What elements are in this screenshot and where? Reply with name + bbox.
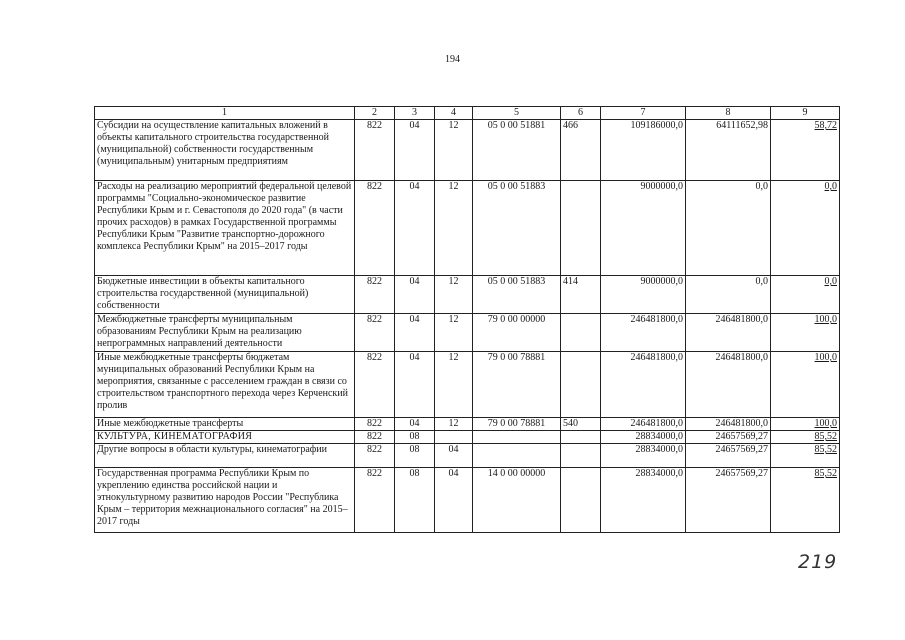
section-code: 04 xyxy=(395,314,435,352)
planned-amount: 246481800,0 xyxy=(601,314,686,352)
section-code: 04 xyxy=(395,181,435,276)
subsection-code: 04 xyxy=(435,468,473,533)
planned-amount: 28834000,0 xyxy=(601,468,686,533)
expense-type-code: 414 xyxy=(561,276,601,314)
admin-code: 822 xyxy=(355,276,395,314)
expense-type-code xyxy=(561,314,601,352)
row-description: Расходы на реализацию мероприятий федеральной целевой программы "Социально-экономическое развитие Республики Крым и г. Севастополя до 2020 года" (в части прочих расходов) в рамках Государственной программы Республики Крым "Развитие транспортно-дорожного комплекса Республики Крым" на 2015–2017 годы xyxy=(95,181,355,276)
row-description: Иные межбюджетные трансферты xyxy=(95,418,355,431)
column-header: 4 xyxy=(435,107,473,120)
row-description: Субсидии на осуществление капитальных вложений в объекты капитального строительства государственной (муниципальной) собственности государственным (муниципальным) унитарным предприятиям xyxy=(95,120,355,181)
subsection-code: 04 xyxy=(435,444,473,468)
table-row xyxy=(95,120,840,181)
table-row xyxy=(95,181,840,276)
executed-amount: 0,0 xyxy=(686,181,771,276)
executed-amount: 246481800,0 xyxy=(686,352,771,418)
column-header: 1 xyxy=(95,107,355,120)
table-row xyxy=(95,418,840,431)
planned-amount: 28834000,0 xyxy=(601,444,686,468)
subsection-code: 12 xyxy=(435,276,473,314)
planned-amount: 9000000,0 xyxy=(601,276,686,314)
admin-code: 822 xyxy=(355,352,395,418)
budget-table xyxy=(94,106,840,533)
handwritten-page-number: 219 xyxy=(798,551,838,573)
expense-type-code xyxy=(561,444,601,468)
execution-percent: 85,52 xyxy=(771,468,840,533)
admin-code: 822 xyxy=(355,120,395,181)
subsection-code xyxy=(435,431,473,444)
admin-code: 822 xyxy=(355,181,395,276)
expense-type-code xyxy=(561,352,601,418)
target-item-code: 79 0 00 78881 xyxy=(473,352,561,418)
subsection-code: 12 xyxy=(435,314,473,352)
column-header: 8 xyxy=(686,107,771,120)
row-description: КУЛЬТУРА, КИНЕМАТОГРАФИЯ xyxy=(95,431,355,444)
target-item-code: 79 0 00 78881 xyxy=(473,418,561,431)
column-header: 6 xyxy=(561,107,601,120)
table-row xyxy=(95,352,840,418)
row-description: Другие вопросы в области культуры, кинематографии xyxy=(95,444,355,468)
target-item-code: 05 0 00 51883 xyxy=(473,276,561,314)
section-code: 04 xyxy=(395,418,435,431)
expense-type-code xyxy=(561,468,601,533)
row-description: Бюджетные инвестиции в объекты капитального строительства государственной (муниципальной) собственности xyxy=(95,276,355,314)
page-number: 194 xyxy=(445,54,460,65)
executed-amount: 246481800,0 xyxy=(686,314,771,352)
executed-amount: 0,0 xyxy=(686,276,771,314)
subsection-code: 12 xyxy=(435,418,473,431)
admin-code: 822 xyxy=(355,444,395,468)
expense-type-code: 466 xyxy=(561,120,601,181)
execution-percent: 85,52 xyxy=(771,431,840,444)
planned-amount: 246481800,0 xyxy=(601,418,686,431)
expense-type-code xyxy=(561,431,601,444)
subsection-code: 12 xyxy=(435,352,473,418)
executed-amount: 24657569,27 xyxy=(686,444,771,468)
section-code: 08 xyxy=(395,444,435,468)
admin-code: 822 xyxy=(355,314,395,352)
execution-percent: 58,72 xyxy=(771,120,840,181)
row-description: Государственная программа Республики Крым по укреплению единства российской нации и этнокультурному развитию народов России "Республика Крым – территория межнационального согласия" на 2015–2017 годы xyxy=(95,468,355,533)
table-row xyxy=(95,276,840,314)
execution-percent: 85,52 xyxy=(771,444,840,468)
target-item-code xyxy=(473,444,561,468)
expense-type-code: 540 xyxy=(561,418,601,431)
row-description: Межбюджетные трансферты муниципальным образованиям Республики Крым на реализацию непрограммных направлений деятельности xyxy=(95,314,355,352)
admin-code: 822 xyxy=(355,468,395,533)
table-row xyxy=(95,444,840,468)
subsection-code: 12 xyxy=(435,120,473,181)
section-code: 08 xyxy=(395,431,435,444)
target-item-code xyxy=(473,431,561,444)
table-header-row xyxy=(95,107,840,120)
table-row xyxy=(95,431,840,444)
execution-percent: 100,0 xyxy=(771,314,840,352)
executed-amount: 246481800,0 xyxy=(686,418,771,431)
target-item-code: 79 0 00 00000 xyxy=(473,314,561,352)
column-header: 5 xyxy=(473,107,561,120)
planned-amount: 28834000,0 xyxy=(601,431,686,444)
executed-amount: 64111652,98 xyxy=(686,120,771,181)
row-description: Иные межбюджетные трансферты бюджетам муниципальных образований Республики Крым на мероприятия, связанные с расселением граждан в связи со строительством транспортного перехода через Керченский пролив xyxy=(95,352,355,418)
section-code: 04 xyxy=(395,120,435,181)
execution-percent: 0,0 xyxy=(771,276,840,314)
column-header: 3 xyxy=(395,107,435,120)
target-item-code: 05 0 00 51881 xyxy=(473,120,561,181)
table-row xyxy=(95,314,840,352)
admin-code: 822 xyxy=(355,431,395,444)
column-header: 2 xyxy=(355,107,395,120)
table-row xyxy=(95,468,840,533)
executed-amount: 24657569,27 xyxy=(686,468,771,533)
expense-type-code xyxy=(561,181,601,276)
planned-amount: 9000000,0 xyxy=(601,181,686,276)
column-header: 9 xyxy=(771,107,840,120)
target-item-code: 14 0 00 00000 xyxy=(473,468,561,533)
executed-amount: 24657569,27 xyxy=(686,431,771,444)
execution-percent: 100,0 xyxy=(771,352,840,418)
column-header: 7 xyxy=(601,107,686,120)
target-item-code: 05 0 00 51883 xyxy=(473,181,561,276)
admin-code: 822 xyxy=(355,418,395,431)
execution-percent: 0,0 xyxy=(771,181,840,276)
section-code: 08 xyxy=(395,468,435,533)
section-code: 04 xyxy=(395,276,435,314)
section-code: 04 xyxy=(395,352,435,418)
subsection-code: 12 xyxy=(435,181,473,276)
execution-percent: 100,0 xyxy=(771,418,840,431)
planned-amount: 246481800,0 xyxy=(601,352,686,418)
planned-amount: 109186000,0 xyxy=(601,120,686,181)
